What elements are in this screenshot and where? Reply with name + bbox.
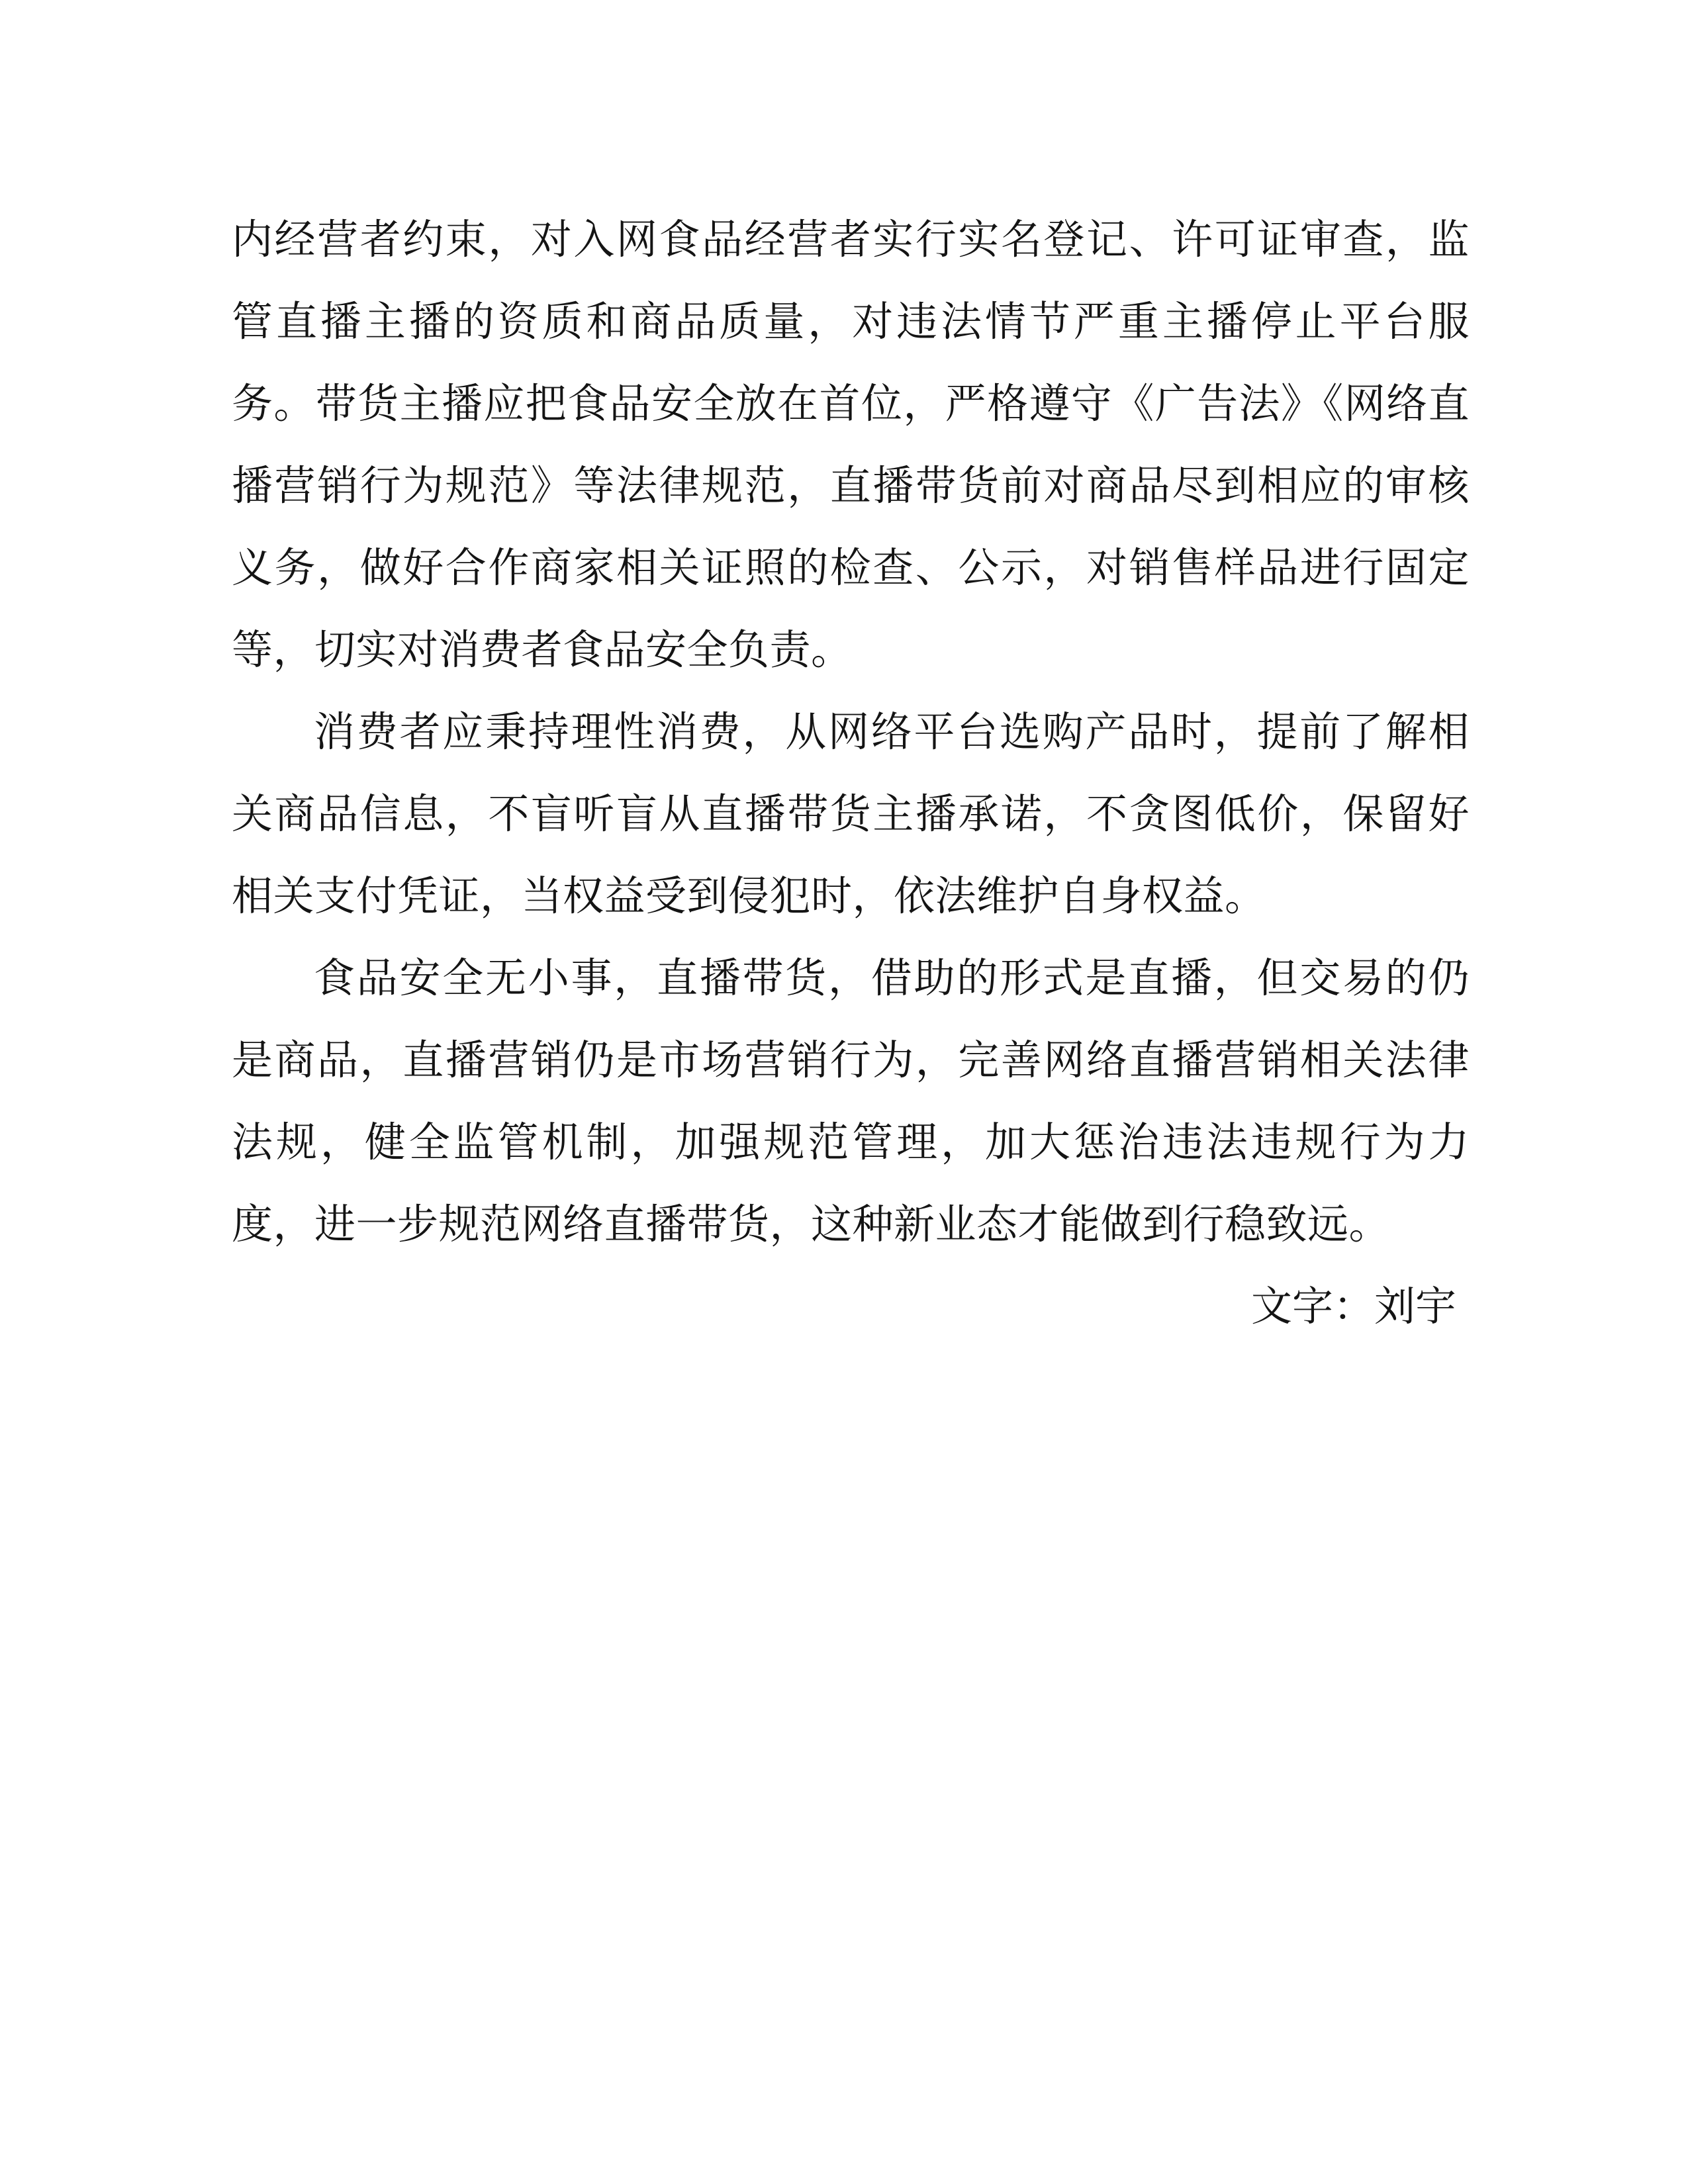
page-blank-area <box>232 1388 1470 2183</box>
author-signature: 文字：刘宇 <box>1250 1282 1456 1330</box>
paragraph-3: 食品安全无小事，直播带货，借助的形式是直播，但交易的仍是商品，直播营销仍是市场营销行为，完善网络直播营销相关法律法规，健全监管机制，加强规范管理，加大惩治违法违规行为力度，进一步规范网络直播带货，这种新业态才能做到行稳致远。 <box>232 954 1470 1248</box>
paragraph-1: 内经营者约束，对入网食品经营者实行实名登记、许可证审查，监管直播主播的资质和商品质量，对违法情节严重主播停止平台服务。带货主播应把食品安全放在首位，严格遵守《广告法》《网络直播营销行为规范》等法律规范，直播带货前对商品尽到相应的审核义务，做好合作商家相关证照的检查、公示，对销售样品进行固定等，切实对消费者食品安全负责。 <box>232 215 1470 674</box>
document-body <box>232 199 1470 2183</box>
paragraph-2: 消费者应秉持理性消费，从网络平台选购产品时，提前了解相关商品信息，不盲听盲从直播带货主播承诺，不贪图低价，保留好相关支付凭证，当权益受到侵犯时，依法维护自身权益。 <box>232 707 1470 920</box>
